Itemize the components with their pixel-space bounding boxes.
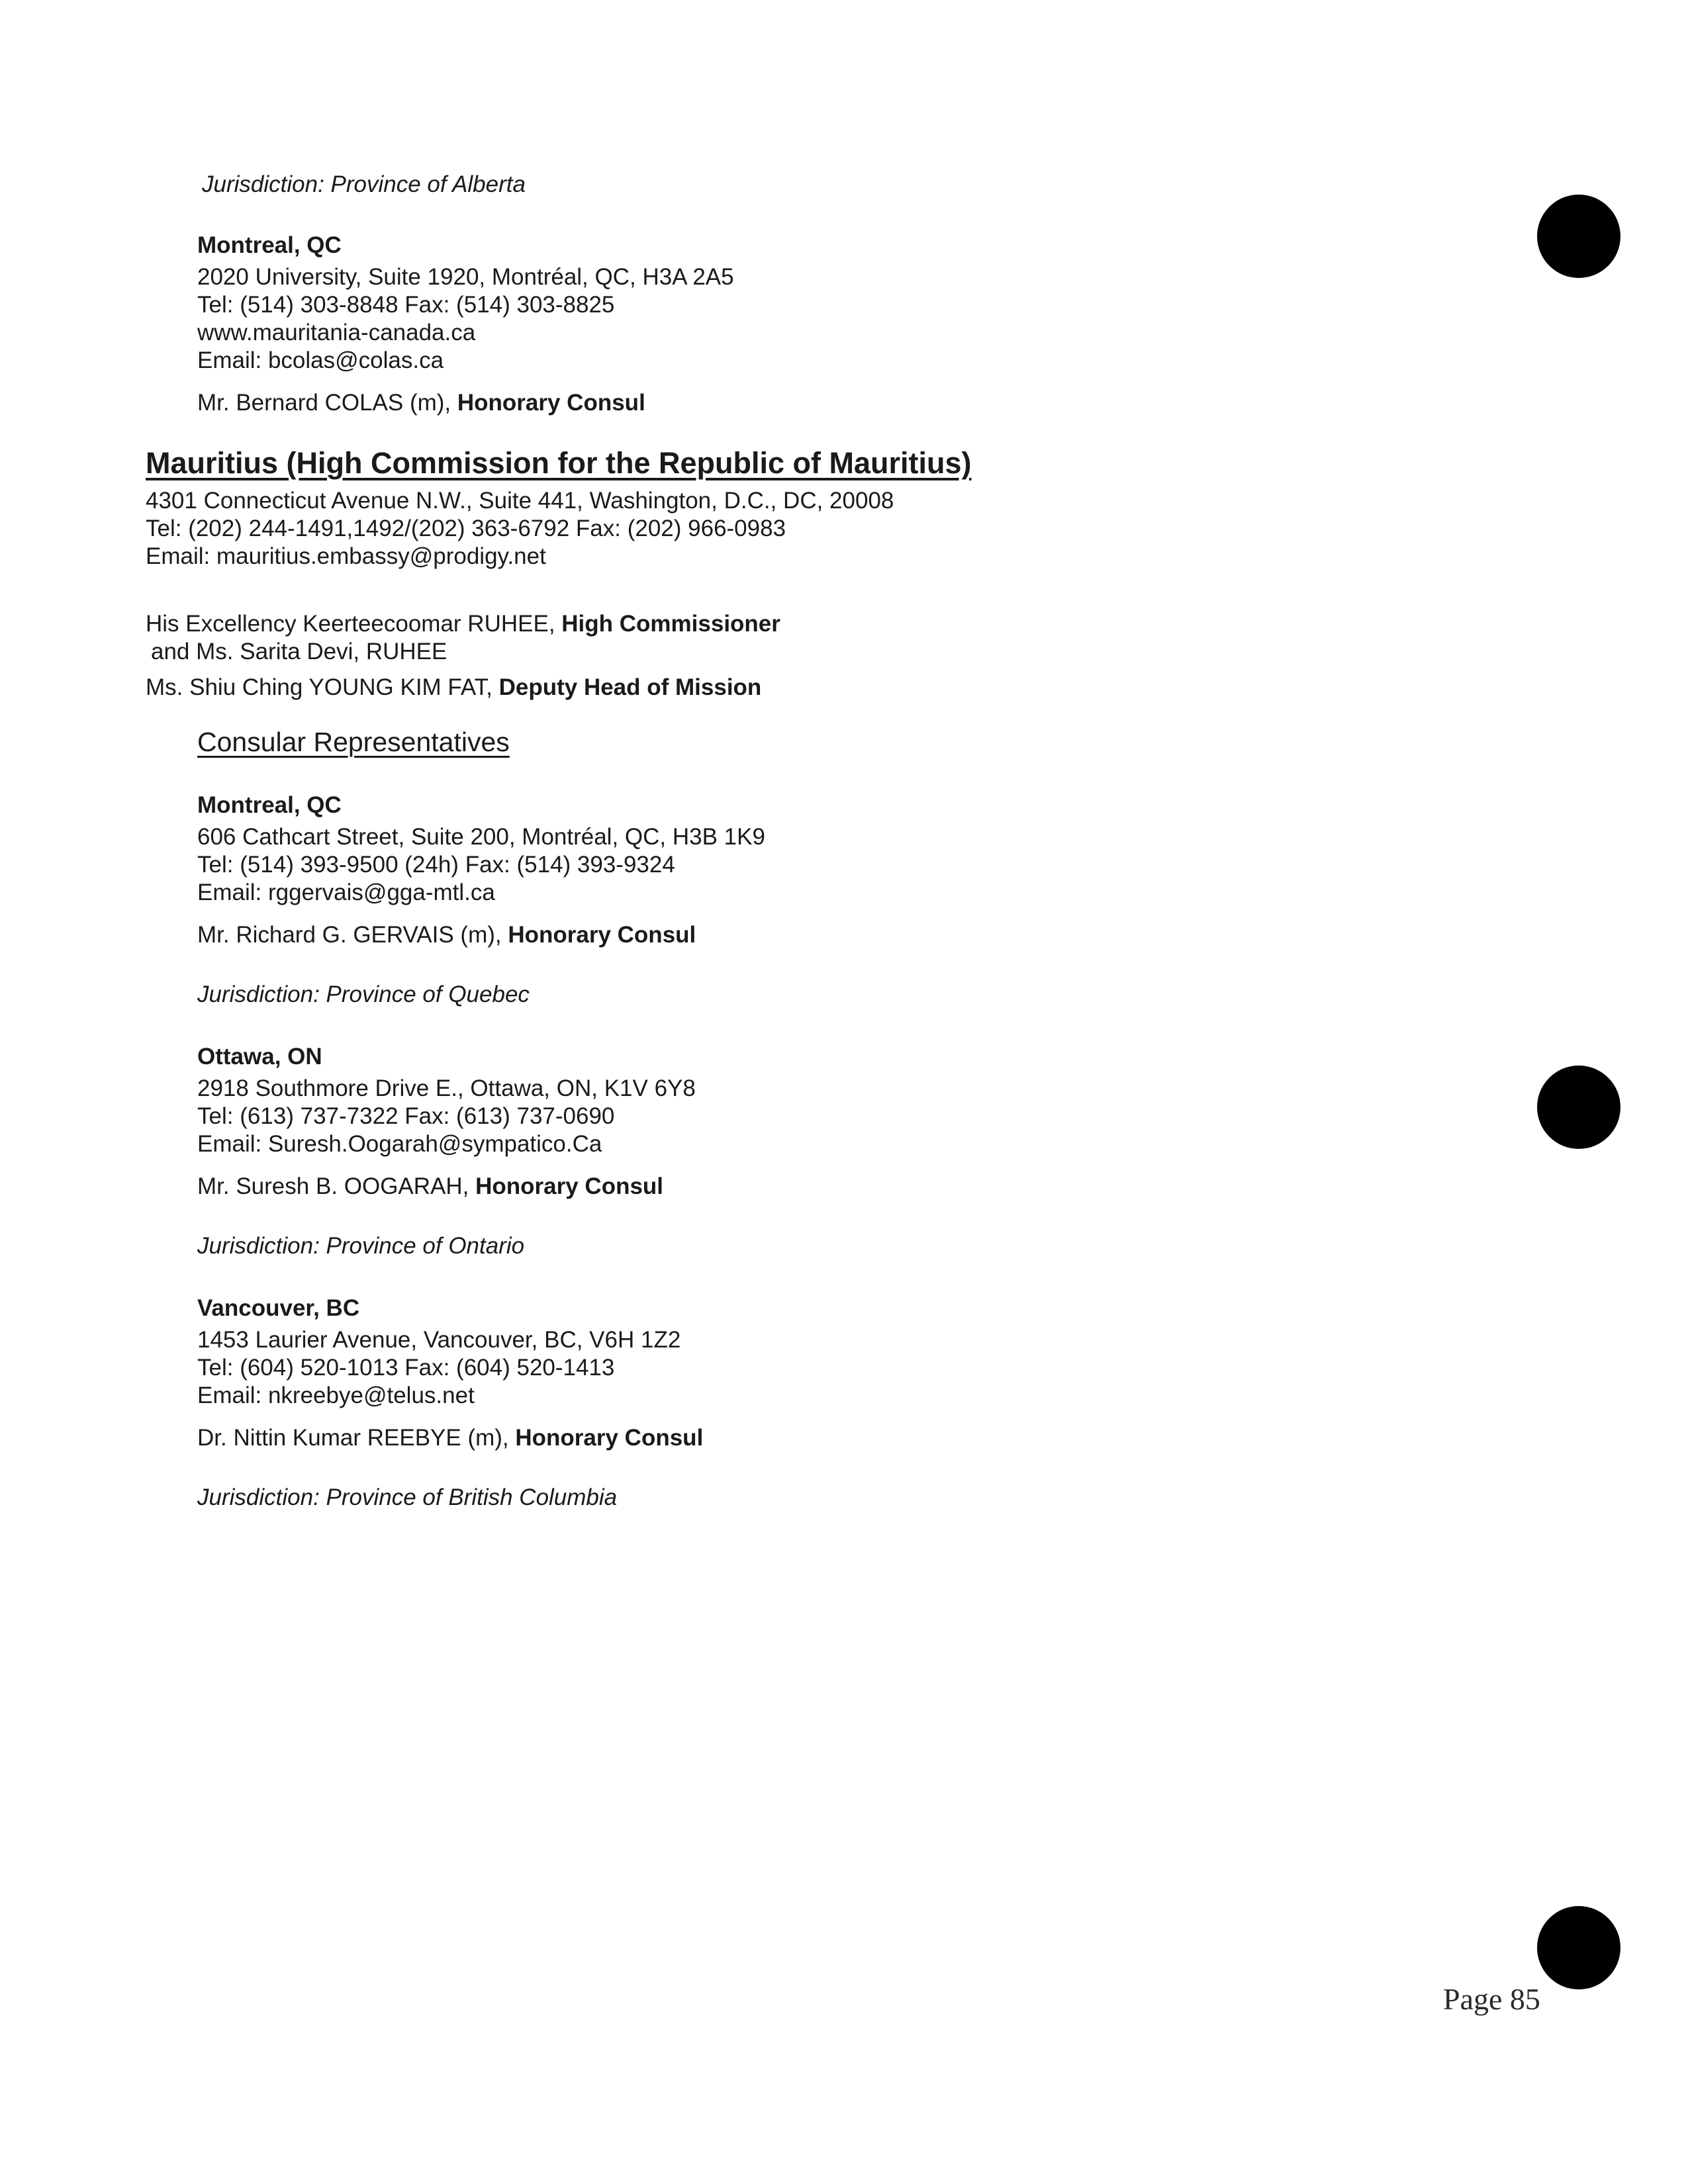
consul-email[interactable]: Email: rggervais@gga-mtl.ca: [197, 880, 495, 905]
mission-address: 4301 Connecticut Avenue N.W., Suite 441, Washington, D.C., DC, 20008: [146, 488, 894, 514]
consul-address: 1453 Laurier Avenue, Vancouver, BC, V6H 1Z2: [197, 1327, 681, 1353]
city-heading: Montreal, QC: [197, 232, 342, 258]
email-line[interactable]: Email: bcolas@colas.ca: [197, 347, 444, 373]
consul-jurisdiction: Jurisdiction: Province of Ontario: [197, 1233, 525, 1259]
consul-phone-fax: Tel: (604) 520-1013 Fax: (604) 520-1413: [197, 1355, 615, 1381]
consular-heading: Consular Representatives: [197, 727, 510, 757]
jurisdiction-alberta: Jurisdiction: Province of Alberta: [202, 171, 526, 197]
deputy-title: Deputy Head of Mission: [498, 674, 762, 700]
spouse-line: and Ms. Sarita Devi, RUHEE: [151, 639, 447, 664]
page-number: Page 85: [1443, 1982, 1540, 2016]
consul-address: 606 Cathcart Street, Suite 200, Montréal, QC, H3B 1K9: [197, 824, 765, 850]
consul-entry: [197, 389, 645, 417]
punch-hole: [1537, 195, 1620, 278]
consul-email[interactable]: Email: Suresh.Oogarah@sympatico.Ca: [197, 1131, 602, 1157]
consul-title: Honorary Consul: [457, 390, 645, 416]
deputy-name: Ms. Shiu Ching YOUNG KIM FAT,: [146, 674, 499, 700]
punch-hole: [1537, 1066, 1620, 1149]
consul-phone-fax: Tel: (514) 393-9500 (24h) Fax: (514) 393-9324: [197, 852, 675, 878]
consul-name: Mr. Suresh B. OOGARAH,: [197, 1173, 476, 1199]
high-commissioner-entry: [146, 610, 780, 638]
consul-email[interactable]: Email: nkreebye@telus.net: [197, 1383, 475, 1408]
consul-phone-fax: Tel: (613) 737-7322 Fax: (613) 737-0690: [197, 1103, 615, 1129]
deputy-entry: [146, 674, 761, 702]
consul-title: Honorary Consul: [508, 922, 696, 948]
mission-email[interactable]: Email: mauritius.embassy@prodigy.net: [146, 543, 546, 569]
high-commissioner-title: High Commissioner: [561, 611, 780, 637]
consul-jurisdiction: Jurisdiction: Province of British Columbia: [197, 1484, 618, 1510]
high-commissioner-name: His Excellency Keerteecoomar RUHEE,: [146, 611, 562, 637]
phone-fax-line: Tel: (514) 303-8848 Fax: (514) 303-8825: [197, 292, 615, 318]
country-heading: Mauritius (High Commission for the Republic of Mauritius): [146, 446, 972, 480]
address-line: 2020 University, Suite 1920, Montréal, QC, H3A 2A5: [197, 264, 734, 290]
consul-title: Honorary Consul: [515, 1425, 704, 1451]
consul-jurisdiction: Jurisdiction: Province of Quebec: [197, 981, 530, 1007]
consul-city: Montreal, QC: [197, 792, 342, 818]
consul-name: Mr. Richard G. GERVAIS (m),: [197, 922, 508, 948]
consul-entry: [197, 1173, 663, 1201]
consul-city: Ottawa, ON: [197, 1044, 322, 1069]
consul-city: Vancouver, BC: [197, 1295, 360, 1321]
mission-phone-fax: Tel: (202) 244-1491,1492/(202) 363-6792 Fax: (202) 966-0983: [146, 516, 786, 541]
punch-hole: [1537, 1906, 1620, 1989]
consul-entry: [197, 1424, 703, 1452]
consul-address: 2918 Southmore Drive E., Ottawa, ON, K1V 6Y8: [197, 1075, 696, 1101]
website-link[interactable]: www.mauritania-canada.ca: [197, 320, 476, 345]
consul-title: Honorary Consul: [475, 1173, 664, 1199]
consul-name: Mr. Bernard COLAS (m),: [197, 390, 457, 416]
consul-entry: [197, 921, 696, 949]
consul-name: Dr. Nittin Kumar REEBYE (m),: [197, 1425, 516, 1451]
